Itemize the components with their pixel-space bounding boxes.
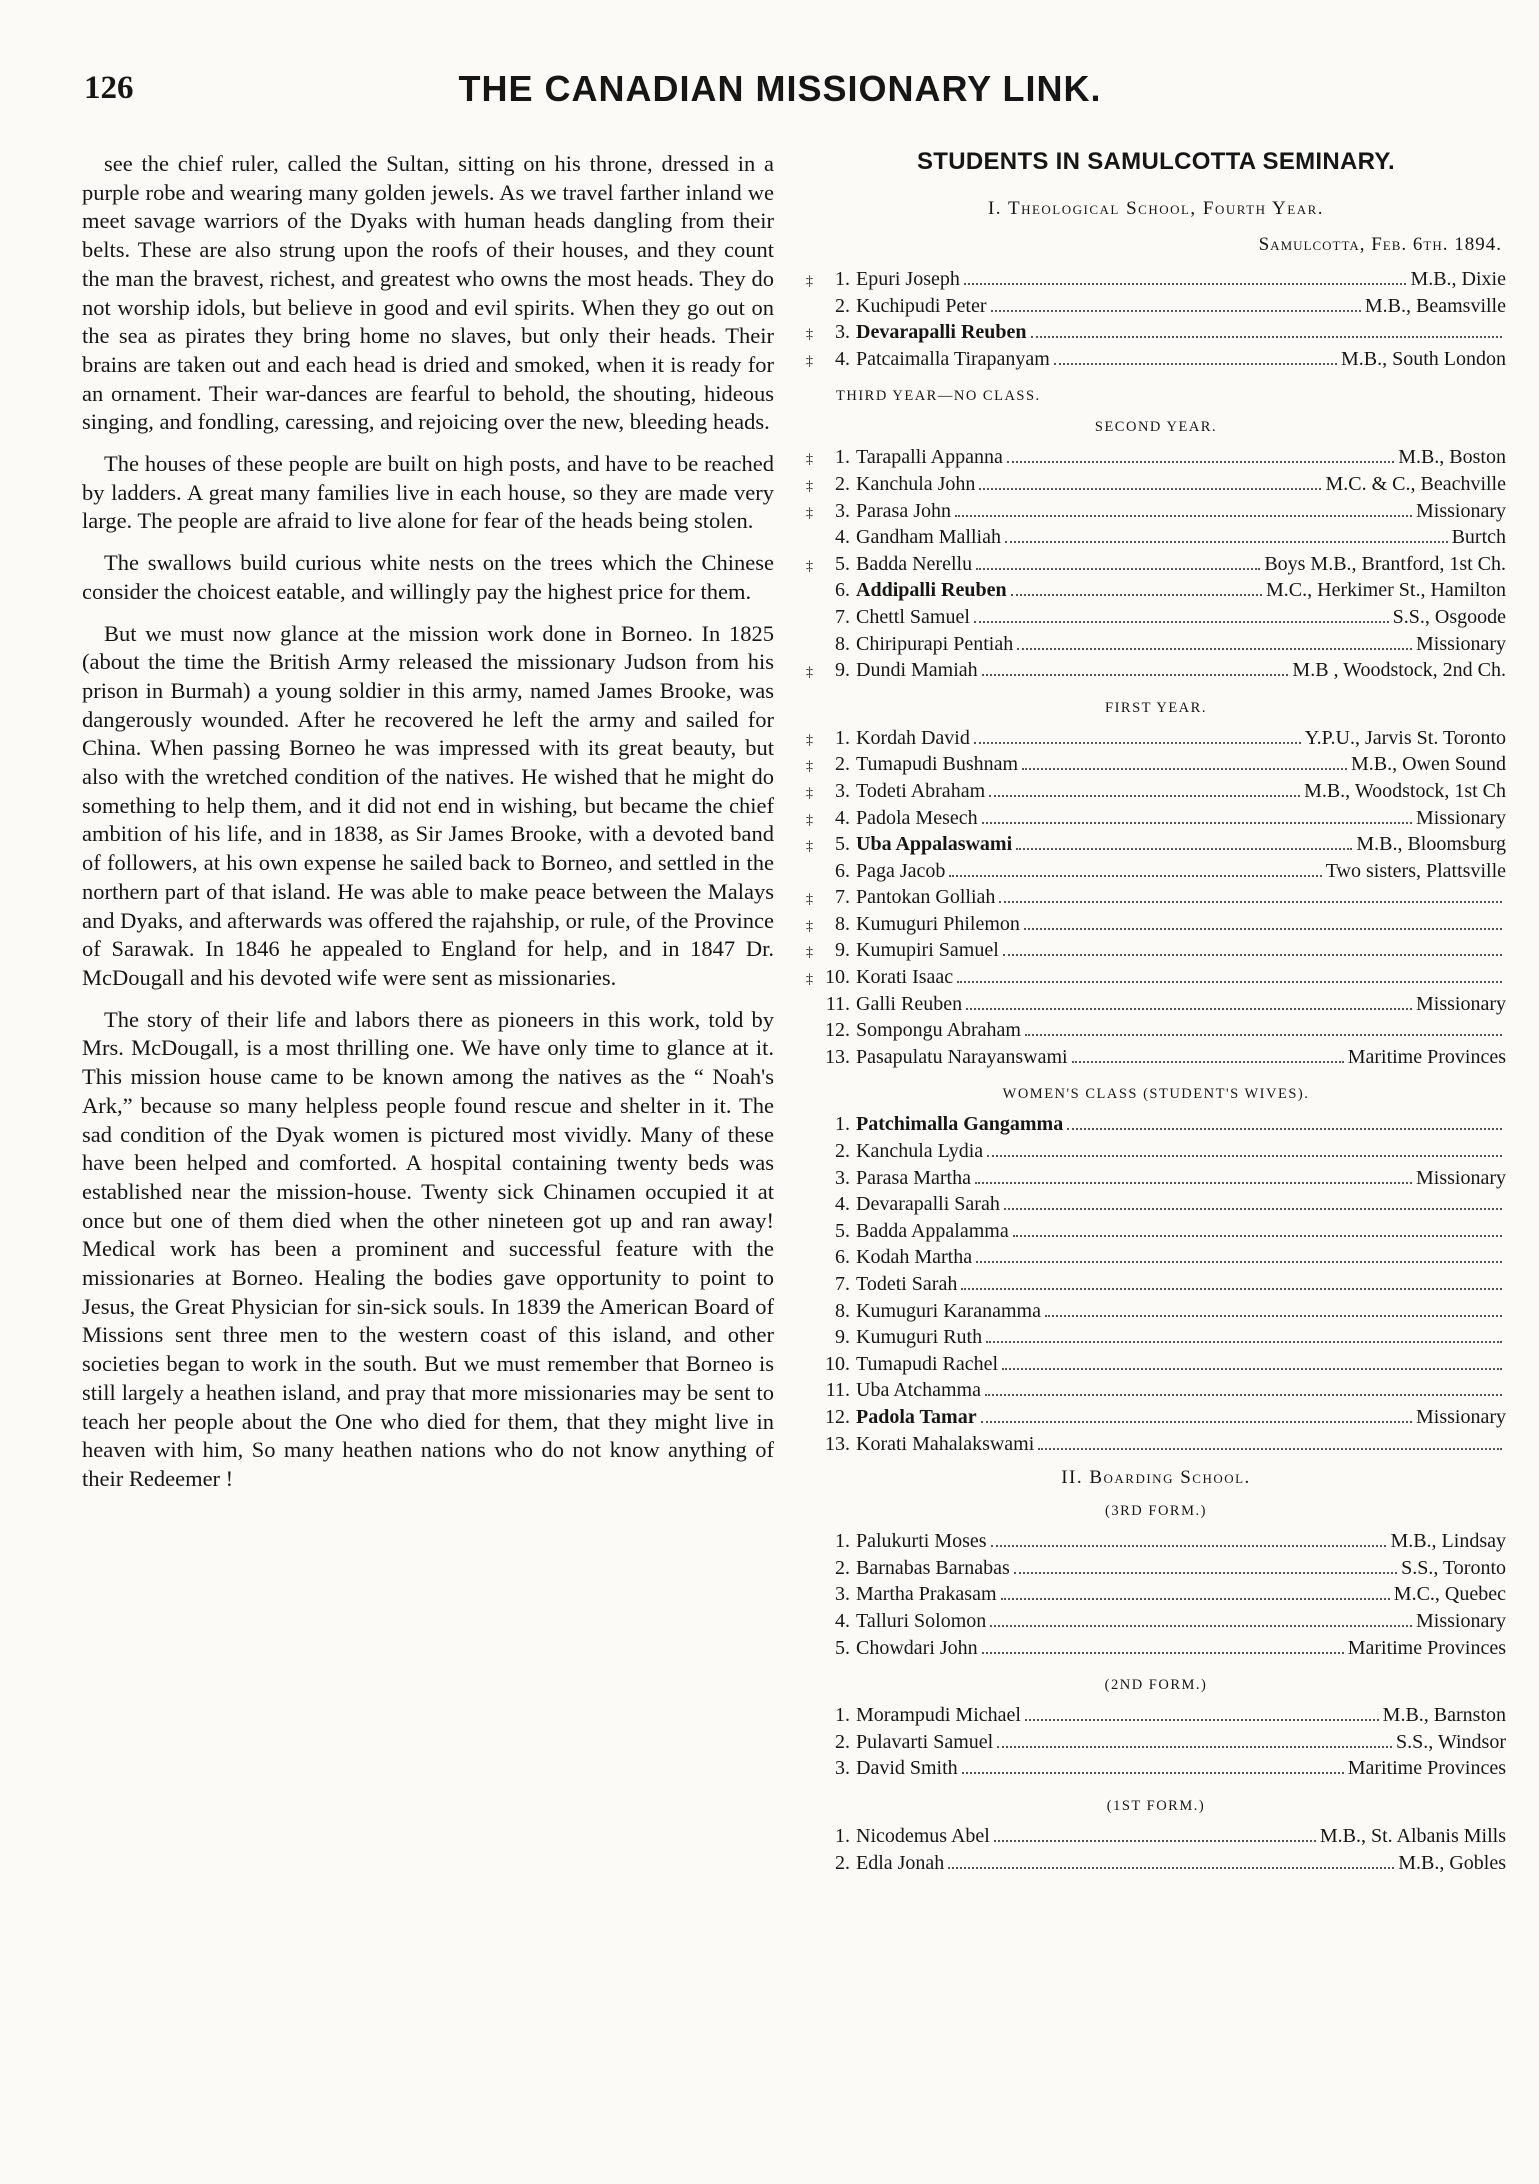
entry-number: 7. xyxy=(835,605,850,628)
support-note: Maritime Provinces xyxy=(1347,1757,1506,1780)
entry-number: 6. xyxy=(835,579,850,602)
entry-number: 1. xyxy=(835,1704,850,1727)
student-name: Tumapudi Bushnam xyxy=(856,753,1019,776)
roster-row xyxy=(806,321,1506,348)
article-paragraph: The story of their life and labors there as pioneers in this work, told by Mrs. McDougall, is a most thrilling one. We have only time to glance at it. This mission house came to be known among the natives as the “ Noah's Ark,” because so many helpless people found rescue and shelter in it. The sad condition of the Dyak women is pictured most vividly. Many of these have been helped and comforted. A hospital containing twenty beds was established near the mission-house. Twenty sick Chinamen occupied it at once but one of them died when the other nineteen got up and ran away! Medical work has been a prominent and successful feature with the missionaries at Borneo. Healing the bodies gave opportunity to point to Jesus, the Great Physician for sin-sick souls. In 1839 the American Board of Missions sent three men to the western coast of this island, and other societies began to work in the south. But we must remember that Borneo is still largely a heathen island, and pray that more missionaries may be sent to teach her people about the One who died for them, that they might live in heaven with him, So many heathen nations who do not know anything of their Redeemer ! xyxy=(82,1006,774,1491)
student-name: Talluri Solomon xyxy=(856,1609,987,1632)
entry-number: 9. xyxy=(835,939,850,962)
roster-row xyxy=(806,295,1506,322)
dagger-mark: ‡ xyxy=(806,558,813,574)
entry-number: 13. xyxy=(825,1045,850,1068)
entry-number: 7. xyxy=(835,1273,850,1295)
leader-dots xyxy=(987,1155,1502,1157)
support-note: M.B., Dixie xyxy=(1410,268,1506,290)
student-name: Todeti Sarah xyxy=(856,1273,958,1295)
student-name: Kanchula Lydia xyxy=(856,1140,984,1163)
student-name: Chettl Samuel xyxy=(856,605,970,628)
section-title: STUDENTS IN SAMULCOTTA SEMINARY. xyxy=(916,148,1396,175)
student-roster-column xyxy=(806,148,1506,1886)
entry-number: 2. xyxy=(835,753,850,776)
third-year-heading: THIRD YEAR—NO CLASS. xyxy=(836,388,1041,405)
entry-number: 2. xyxy=(835,1851,850,1874)
student-name: Kumuguri Ruth xyxy=(856,1326,983,1349)
entry-number: 1. xyxy=(835,726,850,749)
entry-number: 2. xyxy=(835,1556,850,1579)
support-note: Missionary xyxy=(1416,806,1506,829)
roster-row xyxy=(806,1583,1506,1610)
leader-dots xyxy=(1031,336,1502,338)
entry-number: 8. xyxy=(835,1299,850,1322)
roster-row xyxy=(806,833,1506,860)
roster-row xyxy=(806,966,1506,993)
leader-dots xyxy=(966,1008,1412,1010)
leader-dots xyxy=(955,515,1412,517)
roster-row xyxy=(806,1852,1506,1879)
entry-number: 1. xyxy=(835,268,850,290)
student-name: Parasa John xyxy=(856,499,951,522)
dagger-mark: ‡ xyxy=(806,274,813,289)
leader-dots xyxy=(982,822,1412,824)
leader-dots xyxy=(948,1867,1394,1869)
entry-number: 9. xyxy=(835,659,850,682)
roster-row xyxy=(806,1140,1506,1167)
leader-dots xyxy=(990,1625,1412,1627)
entry-number: 5. xyxy=(835,552,850,575)
roster-row xyxy=(806,348,1506,375)
student-name: Pasapulatu Narayanswami xyxy=(856,1045,1068,1068)
dagger-mark: ‡ xyxy=(806,665,813,681)
student-name: Paga Jacob xyxy=(856,859,946,882)
leader-dots xyxy=(1016,848,1352,850)
student-name: Pantokan Golliah xyxy=(856,886,996,909)
roster-row xyxy=(806,913,1506,940)
support-note: S.S., Toronto xyxy=(1401,1556,1506,1579)
leader-dots xyxy=(949,875,1321,877)
student-name: Devarapalli Reuben xyxy=(856,321,1027,344)
leader-dots xyxy=(1005,541,1448,543)
roster-row xyxy=(806,659,1506,686)
support-note: M.C., Herkimer St., Hamilton xyxy=(1266,579,1506,602)
dagger-mark: ‡ xyxy=(806,327,813,343)
article-paragraph: The houses of these people are built on high posts, and have to be reached by ladders. A great many families live in each house, so they are made very large. The people are afraid to live alone for fear of the heads being stolen. xyxy=(82,451,774,534)
support-note: S.S., Osgoode xyxy=(1392,605,1506,628)
leader-dots xyxy=(1025,1034,1502,1036)
student-name: Uba Atchamma xyxy=(856,1379,981,1402)
entry-number: 3. xyxy=(835,499,850,522)
support-note: S.S., Windsor xyxy=(1396,1730,1506,1753)
leader-dots xyxy=(991,1545,1387,1547)
student-name: Morampudi Michael xyxy=(856,1704,1021,1727)
leader-dots xyxy=(986,1341,1502,1343)
leader-dots xyxy=(985,1394,1502,1396)
roster-row xyxy=(806,1704,1506,1731)
journal-title: THE CANADIAN MISSIONARY LINK. xyxy=(458,68,1102,109)
entry-number: 8. xyxy=(835,912,850,935)
student-name: Tarapalli Appanna xyxy=(856,446,1003,469)
support-note: Missionary xyxy=(1416,1405,1506,1428)
leader-dots xyxy=(1024,928,1502,930)
support-note: Burtch xyxy=(1451,526,1506,549)
boarding-school-heading: II. Boarding School. xyxy=(1061,1467,1251,1489)
leader-dots xyxy=(1025,1719,1379,1721)
student-name: Kuchipudi Peter xyxy=(856,294,987,317)
roster-row xyxy=(806,1557,1506,1584)
support-note: M.B., St. Albanis Mills xyxy=(1319,1824,1506,1847)
student-name: Dundi Mamiah xyxy=(856,659,978,682)
entry-number: 12. xyxy=(825,1019,850,1042)
support-note: Two sisters, Plattsville xyxy=(1325,859,1506,882)
dagger-mark: ‡ xyxy=(806,732,813,748)
entry-number: 13. xyxy=(825,1432,850,1455)
leader-dots xyxy=(964,283,1407,285)
roster-row xyxy=(806,1326,1506,1353)
student-name: Edla Jonah xyxy=(856,1851,945,1874)
entry-number: 4. xyxy=(835,526,850,549)
support-note: Missionary xyxy=(1416,632,1506,655)
roster-row xyxy=(806,1113,1506,1140)
dagger-mark: ‡ xyxy=(806,918,813,934)
student-name: Tumapudi Rachel xyxy=(856,1352,999,1375)
entry-number: 10. xyxy=(825,966,850,989)
leader-dots xyxy=(1038,1448,1502,1450)
leader-dots xyxy=(1013,1235,1502,1237)
dagger-mark: ‡ xyxy=(806,945,813,961)
leader-dots xyxy=(1002,1368,1502,1370)
third-form-list xyxy=(806,1530,1506,1663)
student-name: Kodah Martha xyxy=(856,1246,973,1269)
leader-dots xyxy=(999,901,1502,903)
roster-row xyxy=(806,1019,1506,1046)
support-note: Y.P.U., Jarvis St. Toronto xyxy=(1304,726,1506,749)
support-note: M.B., Owen Sound xyxy=(1350,753,1506,776)
leader-dots xyxy=(994,1840,1316,1842)
entry-number: 3. xyxy=(835,321,850,344)
student-name: Todeti Abraham xyxy=(856,779,986,802)
dagger-mark: ‡ xyxy=(806,812,813,828)
student-name: Patcaimalla Tirapanyam xyxy=(856,347,1050,370)
first-form-heading: (1ST FORM.) xyxy=(1106,1797,1206,1814)
entry-number: 5. xyxy=(835,1219,850,1242)
support-note: M.B., South London xyxy=(1340,347,1506,370)
roster-row xyxy=(806,1610,1506,1637)
entry-number: 1. xyxy=(835,1824,850,1847)
dagger-mark: ‡ xyxy=(806,892,813,908)
entry-number: 2. xyxy=(835,1730,850,1753)
support-note: M.B., Beamsville xyxy=(1364,294,1506,317)
leader-dots xyxy=(1001,1598,1390,1600)
roster-row xyxy=(806,1731,1506,1758)
article-paragraph: see the chief ruler, called the Sultan, sitting on his throne, dressed in a purple robe and wearing many golden jewels. As we travel farther inland we meet savage warriors of the Dyaks with human heads dangling from their belts. These are also strung upon the roofs of their houses, and they count the man the bravest, richest, and greatest who owns the most heads. They do not worship idols, but believe in good and evil spirits. When they go out on the sea as pirates they bring home no slaves, but only their heads. Their brains are taken out and each head is dried and smoked, when it is ready for an ornament. Their war-dances are fearful to behold, the shouting, hideous singing, and fondling, caressing, and rejoicing over the new, bleeding heads. xyxy=(82,151,774,435)
dagger-mark: ‡ xyxy=(806,452,813,468)
support-note: Boys M.B., Brantford, 1st Ch. xyxy=(1264,552,1506,575)
student-name: Chowdari John xyxy=(856,1636,978,1659)
support-note: M.B., Woodstock, 1st Ch xyxy=(1304,779,1506,802)
womens-class-list xyxy=(806,1113,1506,1459)
support-note: Missionary xyxy=(1416,1166,1506,1189)
leader-dots xyxy=(1007,461,1394,463)
roster-row xyxy=(806,780,1506,807)
student-name: David Smith xyxy=(856,1757,958,1780)
roster-row xyxy=(806,1167,1506,1194)
support-note: M.B., Barnston xyxy=(1382,1704,1506,1727)
support-note: Missionary xyxy=(1416,1609,1506,1632)
leader-dots xyxy=(974,742,1301,744)
roster-row xyxy=(806,807,1506,834)
support-note: Maritime Provinces xyxy=(1347,1045,1506,1068)
entry-number: 5. xyxy=(835,1636,850,1659)
roster-row xyxy=(806,579,1506,606)
roster-row xyxy=(806,1353,1506,1380)
entry-number: 2. xyxy=(835,294,850,317)
dagger-mark: ‡ xyxy=(806,785,813,801)
student-name: Galli Reuben xyxy=(856,992,963,1015)
support-note: M.B., Gobles xyxy=(1398,1851,1506,1874)
roster-row xyxy=(806,860,1506,887)
roster-row xyxy=(806,1193,1506,1220)
roster-row xyxy=(806,886,1506,913)
theological-school-heading: I. Theological School, Fourth Year. xyxy=(987,198,1325,219)
second-year-heading: SECOND YEAR. xyxy=(1094,419,1218,436)
student-name: Patchimalla Gangamma xyxy=(856,1113,1064,1136)
article-paragraph: But we must now glance at the mission work done in Borneo. In 1825 (about the time the British Army released the missionary Judson from his prison in Burmah) a young soldier in this army, named James Brooke, was dangerously wounded. After he recovered he left the army and sailed for China. When passing Borneo he was impressed with its great beauty, but also with the wretched condition of the natives. He wished that he might do something to help them, and it did not end in wishing, but became the chief ambition of his life, and in 1838, as Sir James Brooke, with a devoted band of followers, at his own expense he sailed back to Borneo, and settled in the northern part of that island. He was able to make peace between the Malays and Dyaks, and afterwards was offered the rajahship, or rule, of the Province of Sarawak. In 1846 he appealed to England for help, and in 1847 Dr. McDougall and his devoted wife were sent as missionaries. xyxy=(82,620,774,990)
roster-row xyxy=(806,1637,1506,1664)
student-name: Badda Nerellu xyxy=(856,552,973,575)
student-name: Kordah David xyxy=(856,726,970,749)
roster-row xyxy=(806,727,1506,754)
entry-number: 1. xyxy=(835,1530,850,1553)
second-form-list xyxy=(806,1704,1506,1784)
roster-row xyxy=(806,1246,1506,1273)
student-name: Uba Appalaswami xyxy=(856,833,1013,856)
leader-dots xyxy=(989,795,1300,797)
support-note: M.B., Lindsay xyxy=(1390,1530,1506,1553)
support-note: Maritime Provinces xyxy=(1347,1636,1506,1659)
leader-dots xyxy=(1054,363,1337,365)
entry-number: 10. xyxy=(825,1352,850,1375)
student-name: Padola Tamar xyxy=(856,1405,977,1428)
roster-row xyxy=(806,1825,1506,1852)
leader-dots xyxy=(975,1182,1412,1184)
student-name: Chiripurapi Pentiah xyxy=(856,632,1014,655)
support-note: Missionary xyxy=(1416,499,1506,522)
support-note: M.B., Boston xyxy=(1398,446,1506,469)
roster-row xyxy=(806,606,1506,633)
support-note: Missionary xyxy=(1416,992,1506,1015)
student-name: Nicodemus Abel xyxy=(856,1824,990,1847)
roster-row xyxy=(806,473,1506,500)
roster-row xyxy=(806,1406,1506,1433)
student-name: Gandham Malliah xyxy=(856,526,1001,549)
leader-dots xyxy=(982,674,1289,676)
roster-row xyxy=(806,1300,1506,1327)
article-column xyxy=(82,150,774,1507)
entry-number: 3. xyxy=(835,779,850,802)
entry-number: 8. xyxy=(835,632,850,655)
womens-class-heading: WOMEN'S CLASS (STUDENT'S WIVES). xyxy=(1002,1086,1310,1103)
roster-row xyxy=(806,753,1506,780)
roster-row xyxy=(806,1379,1506,1406)
student-name: Badda Appalamma xyxy=(856,1219,1009,1242)
leader-dots xyxy=(976,1261,1502,1263)
student-name: Devarapalli Sarah xyxy=(856,1193,1000,1216)
roster-row xyxy=(806,526,1506,553)
entry-number: 4. xyxy=(835,1609,850,1632)
roster-row xyxy=(806,446,1506,473)
page-number: 126 xyxy=(84,70,134,106)
leader-dots xyxy=(974,621,1389,623)
fourth-year-list xyxy=(806,268,1506,374)
leader-dots xyxy=(997,1746,1392,1748)
student-name: Sompongu Abraham xyxy=(856,1019,1021,1042)
dagger-mark: ‡ xyxy=(806,759,813,775)
page-header xyxy=(80,66,1480,116)
entry-number: 2. xyxy=(835,472,850,495)
roster-row xyxy=(806,939,1506,966)
student-name: Pulavarti Samuel xyxy=(856,1730,994,1753)
roster-row xyxy=(806,268,1506,295)
entry-number: 4. xyxy=(835,806,850,829)
first-year-heading: FIRST YEAR. xyxy=(1105,699,1207,716)
student-name: Palukurti Moses xyxy=(856,1530,987,1553)
roster-row xyxy=(806,1046,1506,1073)
entry-number: 6. xyxy=(835,859,850,882)
leader-dots xyxy=(991,310,1361,312)
roster-row xyxy=(806,1757,1506,1784)
roster-row xyxy=(806,993,1506,1020)
student-name: Addipalli Reuben xyxy=(856,579,1007,602)
leader-dots xyxy=(976,568,1260,570)
leader-dots xyxy=(1003,954,1502,956)
entry-number: 4. xyxy=(835,347,850,370)
entry-number: 1. xyxy=(835,1113,850,1136)
leader-dots xyxy=(1011,594,1262,596)
support-note: M.B , Woodstock, 2nd Ch. xyxy=(1292,659,1506,682)
first-year-list xyxy=(806,727,1506,1073)
dateline: Samulcotta, Feb. 6th. 1894. xyxy=(1258,234,1502,255)
support-note: M.B., Bloomsburg xyxy=(1356,833,1506,856)
support-note: M.C., Quebec xyxy=(1393,1583,1506,1606)
roster-row xyxy=(806,1530,1506,1557)
entry-number: 3. xyxy=(835,1757,850,1780)
entry-number: 6. xyxy=(835,1246,850,1269)
entry-number: 3. xyxy=(835,1583,850,1606)
student-name: Parasa Martha xyxy=(856,1166,971,1189)
student-name: Korati Isaac xyxy=(856,966,954,989)
dagger-mark: ‡ xyxy=(806,478,813,494)
leader-dots xyxy=(1017,648,1412,650)
leader-dots xyxy=(1045,1315,1502,1317)
leader-dots xyxy=(979,488,1321,490)
leader-dots xyxy=(957,981,1502,983)
second-year-list xyxy=(806,446,1506,685)
roster-row xyxy=(806,633,1506,660)
support-note: M.C. & C., Beachville xyxy=(1325,472,1506,495)
leader-dots xyxy=(982,1652,1344,1654)
dagger-mark: ‡ xyxy=(806,839,813,855)
leader-dots xyxy=(1072,1061,1344,1063)
entry-number: 1. xyxy=(835,446,850,469)
student-name: Kumuguri Karanamma xyxy=(856,1299,1041,1322)
second-form-heading: (2ND FORM.) xyxy=(1104,1677,1208,1694)
student-name: Kumupiri Samuel xyxy=(856,939,999,962)
entry-number: 7. xyxy=(835,886,850,909)
dagger-mark: ‡ xyxy=(806,505,813,521)
roster-row xyxy=(806,1433,1506,1460)
student-name: Martha Prakasam xyxy=(856,1583,997,1606)
first-form-list xyxy=(806,1825,1506,1878)
leader-dots xyxy=(1067,1128,1502,1130)
leader-dots xyxy=(961,1288,1502,1290)
entry-number: 12. xyxy=(825,1405,850,1428)
roster-row xyxy=(806,1273,1506,1300)
student-name: Epuri Joseph xyxy=(856,268,960,290)
student-name: Barnabas Barnabas xyxy=(856,1556,1010,1579)
leader-dots xyxy=(1014,1572,1397,1574)
entry-number: 4. xyxy=(835,1193,850,1216)
leader-dots xyxy=(1004,1208,1502,1210)
dagger-mark: ‡ xyxy=(806,972,813,988)
dagger-mark: ‡ xyxy=(806,353,813,369)
entry-number: 9. xyxy=(835,1326,850,1349)
student-name: Korati Mahalakswami xyxy=(856,1432,1035,1455)
entry-number: 3. xyxy=(835,1166,850,1189)
leader-dots xyxy=(981,1421,1412,1423)
article-paragraph: The swallows build curious white nests on the trees which the Chinese consider the choicest eatable, and willingly pay the highest price for them. xyxy=(82,550,774,604)
third-form-heading: (3RD FORM.) xyxy=(1105,1503,1207,1520)
entry-number: 5. xyxy=(835,833,850,856)
student-name: Kumuguri Philemon xyxy=(856,912,1020,935)
entry-number: 11. xyxy=(825,992,850,1015)
leader-dots xyxy=(962,1772,1344,1774)
student-name: Kanchula John xyxy=(856,472,976,495)
roster-row xyxy=(806,1220,1506,1247)
entry-number: 11. xyxy=(825,1379,850,1402)
leader-dots xyxy=(1022,768,1347,770)
student-name: Padola Mesech xyxy=(856,806,978,829)
roster-row xyxy=(806,500,1506,527)
roster-row xyxy=(806,553,1506,580)
entry-number: 2. xyxy=(835,1140,850,1163)
